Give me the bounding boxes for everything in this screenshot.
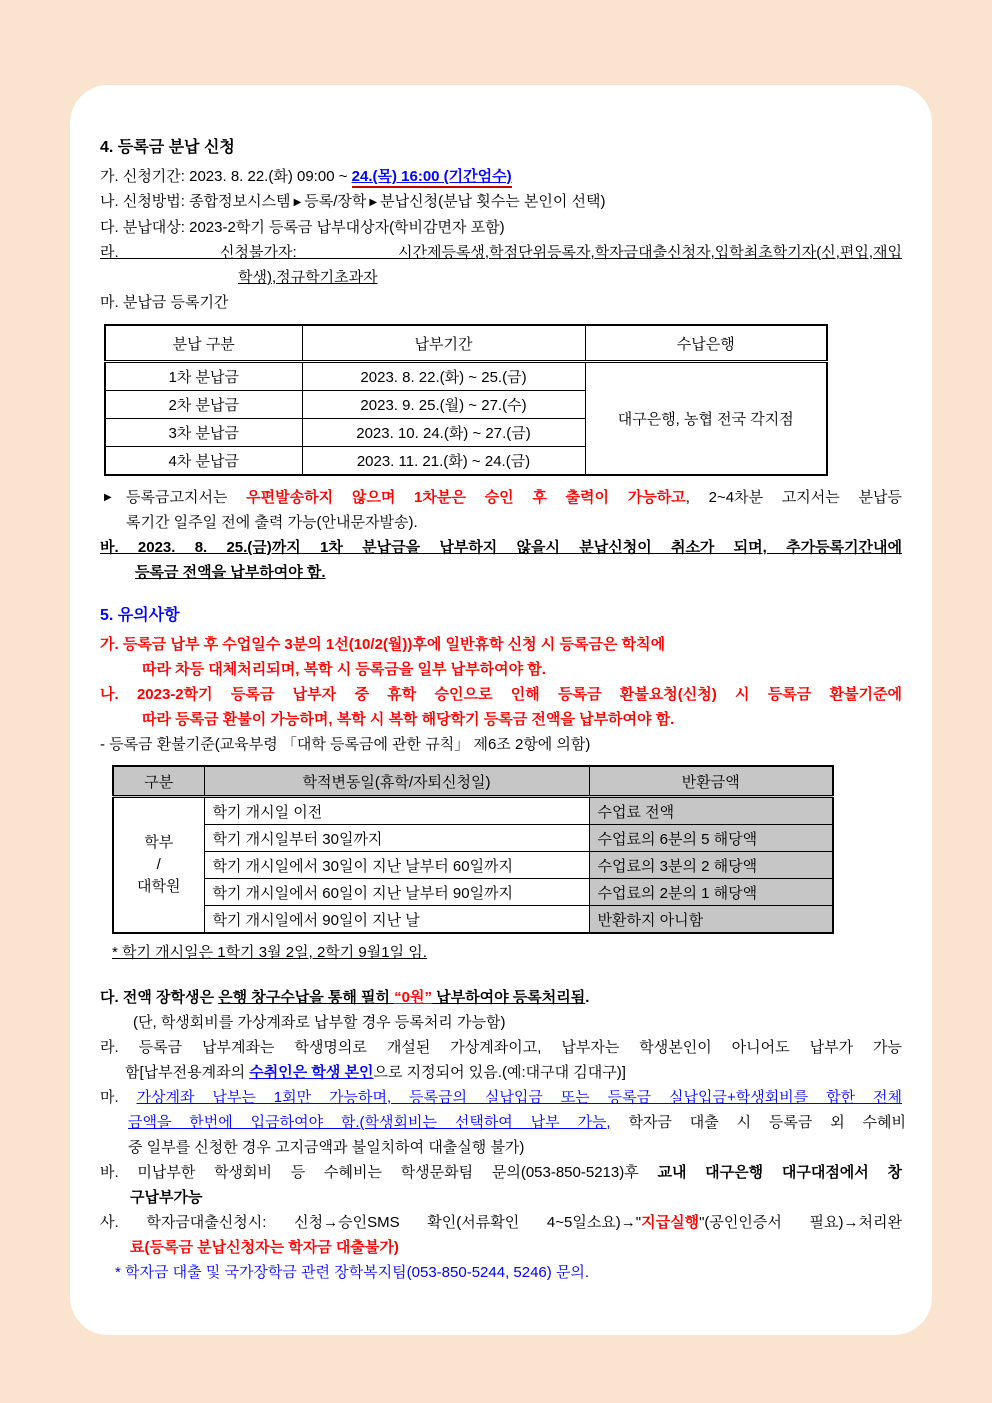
unpaid-text: 바. 미납부한 학생회비 등 수혜비는 학생문화팀 문의(053-850-5213)후 <box>100 1164 658 1181</box>
account-text: 함[납부전용계좌의 <box>125 1064 250 1081</box>
menu-arrow-icon: ▶ <box>369 197 378 208</box>
scholarship-underline-text: 은행 창구수납을 통해 필히 <box>218 989 395 1006</box>
table-header-cell: 수납은행 <box>585 325 827 362</box>
section4-item-target: 다. 분납대상: 2023-2학기 등록금 납부대상자(학비감면자 포함) <box>100 219 505 236</box>
section5-item-unpaid-line2: 구납부가능 <box>130 1189 203 1206</box>
group-label: 학부 <box>144 834 174 851</box>
section5-item-refund-line2: 따라 등록금 환불이 가능하며, 복학 시 복학 해당학기 등록금 전액을 납부하여야 함. <box>142 711 675 728</box>
scholarship-underline-text2: 납부하여야 등록처리됨 <box>432 989 586 1006</box>
refund-standard-table <box>112 765 834 934</box>
loan-execute-highlight: 지급실행 <box>641 1214 700 1231</box>
table-row <box>113 797 833 825</box>
virtual-blue-text: 가상계좌 납부는 1회만 가능하며, 등록금의 실납입금 또는 등록금 실납입금+학생회비를 합한 전체 <box>136 1089 902 1106</box>
section4-item-ineligible-line2: 학생),정규학기초과자 <box>238 269 378 286</box>
section4-item-apply-method <box>96 189 906 215</box>
table-cell: 3차 분납금 <box>105 419 302 447</box>
section5-item-unpaid-line1 <box>96 1160 902 1185</box>
document-page <box>70 85 932 1335</box>
section5-item-leave-line2: 따라 차등 대체처리되며, 복학 시 등록금을 일부 납부하여야 함. <box>142 661 546 678</box>
section4-item-ineligible-line1: 라. 신청불가자: 시간제등록생,학점단위등록자,학자금대출신청자,입학최초학기자(신,편입,재입 <box>100 244 902 261</box>
bullet-triangle-icon: ▶ <box>104 492 112 503</box>
group-cell <box>113 797 204 934</box>
account-tail: 으로 지정되어 있음.(예:대구대 김대구)] <box>373 1064 626 1081</box>
section4-item-registration-period: 마. 분납금 등록기간 <box>100 294 229 311</box>
application-period-text: 가. 신청기간: 2023. 8. 22.(화) 09:00 ~ <box>100 168 352 185</box>
section5-item-scholarship <box>96 985 906 1010</box>
table-cell: 2차 분납금 <box>105 391 302 419</box>
table-cell: 2023. 11. 21.(화) ~ 24.(금) <box>302 447 585 476</box>
virtual-label: 마. <box>100 1089 137 1106</box>
deadline-highlight: 24.(목) 16:00 (기간엄수) <box>352 168 512 188</box>
table-cell: 2023. 9. 25.(월) ~ 27.(수) <box>302 391 585 419</box>
period-text: . <box>585 989 590 1006</box>
zero-won-highlight: “0원” <box>394 989 433 1006</box>
bill-notice-red-text: 우편발송하지 않으며 1차분은 승인 후 출력이 가능하고 <box>246 489 686 506</box>
section5-item-virtual-line1 <box>96 1085 902 1110</box>
section5-item-refund-line1: 나. 2023-2학기 등록금 납부자 중 휴학 승인으로 인해 등록금 환불요청(신청) 시 등록금 환불기준에 <box>100 686 902 703</box>
group-divider: / <box>156 856 161 873</box>
table-cell: 수업료의 2분의 1 해당액 <box>589 879 833 906</box>
table-cell: 수업료 전액 <box>589 797 833 825</box>
section5-item-account-line2 <box>121 1060 906 1085</box>
refund-standard-note: - 등록금 환불기준(교육부령 「대학 등록금에 관한 규칙」 제6조 2항에 의함) <box>100 736 591 753</box>
loan-contact-note: * 학자금 대출 및 국가장학금 관련 장학복지팀(053-850-5244, 5246) 문의. <box>115 1264 590 1281</box>
section5-item-virtual-line3: 중 일부를 신청한 경우 고지금액과 불일치하여 대출실행 불가) <box>128 1139 525 1156</box>
section5-item-loan-line2: 료(등록금 분납신청자는 학자금 대출불가) <box>130 1239 399 1256</box>
table-cell: 학기 개시일에서 90일이 지난 날 <box>204 906 589 934</box>
bill-notice-line2: 록기간 일주일 전에 출력 가능(안내문자발송). <box>126 514 418 531</box>
payee-highlight: 수취인은 학생 본인 <box>249 1064 374 1081</box>
bank-cell: 대구은행, 농협 전국 각지점 <box>585 362 827 476</box>
table-cell: 학기 개시일 이전 <box>204 797 589 825</box>
table-cell: 수업료의 3분의 2 해당액 <box>589 852 833 879</box>
section4-item-application-period <box>96 164 906 189</box>
table-row <box>113 906 833 934</box>
section5-item-virtual-line2 <box>124 1110 906 1135</box>
section4-title: 4. 등록금 분납 신청 <box>100 139 235 156</box>
bill-notice-tail: , 2~4차분 고지서는 분납등 <box>685 489 902 506</box>
menu-path-installment: 분납신청(분납 횟수는 본인이 선택) <box>380 193 606 210</box>
installment-schedule-table <box>104 324 828 476</box>
virtual-blue-text2: 금액을 한번에 입금하여야 함.(학생회비는 선택하여 납부 가능, <box>128 1114 611 1131</box>
table-cell: 학기 개시일에서 30일이 지난 날부터 60일까지 <box>204 852 589 879</box>
table-header-row <box>105 325 827 362</box>
table-header-cell: 구분 <box>113 766 204 797</box>
table-row <box>113 852 833 879</box>
table-header-cell: 분납 구분 <box>105 325 302 362</box>
table-row <box>105 362 827 391</box>
menu-path-register: 등록/장학 <box>304 193 367 210</box>
section5-title: 5. 유의사항 <box>100 607 180 624</box>
section5-item-account-line1: 라. 등록금 납부계좌는 학생명의로 개설된 가상계좌이고, 납부자는 학생본인이 아니어도 납부가 가능 <box>100 1039 902 1056</box>
scholarship-text: 다. 전액 장학생은 <box>100 989 219 1006</box>
table-row <box>113 825 833 852</box>
menu-arrow-icon: ▶ <box>293 197 302 208</box>
table-cell: 학기 개시일부터 30일까지 <box>204 825 589 852</box>
table-cell: 4차 분납금 <box>105 447 302 476</box>
apply-method-text: 나. 신청방법: 종합정보시스템 <box>100 193 291 210</box>
section5-item-leave-line1: 가. 등록금 납부 후 수업일수 3분의 1선(10/2(월))후에 일반휴학 신청 시 등록금은 학칙에 <box>100 636 666 653</box>
table-cell: 1차 분납금 <box>105 362 302 391</box>
table-header-cell: 학적변동일(휴학/자퇴신청일) <box>204 766 589 797</box>
bill-notice-text: 등록금고지서는 <box>126 489 247 506</box>
table-cell: 수업료의 6분의 5 해당액 <box>589 825 833 852</box>
group-label: 대학원 <box>137 878 181 895</box>
section5-item-loan-line1 <box>96 1210 902 1235</box>
table-cell: 2023. 10. 24.(화) ~ 27.(금) <box>302 419 585 447</box>
table-cell: 학기 개시일에서 60일이 지난 날부터 90일까지 <box>204 879 589 906</box>
loan-process-text: 사. 학자금대출신청시: 신청→승인SMS 확인(서류확인 4~5일소요)→" <box>100 1214 642 1231</box>
table-cell: 2023. 8. 22.(화) ~ 25.(금) <box>302 362 585 391</box>
table-row <box>113 879 833 906</box>
table-header-row <box>113 766 833 797</box>
table-header-cell: 반환금액 <box>589 766 833 797</box>
loan-process-tail: "(공인인증서 필요)→처리완 <box>699 1214 902 1231</box>
scholarship-sub-note: (단, 학생회비를 가상계좌로 납부할 경우 등록처리 가능함) <box>133 1014 506 1031</box>
table-header-cell: 납부기간 <box>302 325 585 362</box>
bill-notice-line1 <box>96 485 902 510</box>
virtual-tail: 학자금 대출 시 등록금 외 수혜비 <box>610 1114 906 1131</box>
semester-start-note: * 학기 개시일은 1학기 3월 2일, 2학기 9월1일 임. <box>112 944 427 961</box>
section4-item-cancel-line2: 등록금 전액을 납부하여야 함. <box>135 564 326 581</box>
table-cell: 반환하지 아니함 <box>589 906 833 934</box>
section4-item-cancel-line1: 바. 2023. 8. 25.(금)까지 1차 분납금을 납부하지 않을시 분납신청이 취소가 되며, 추가등록기간내에 <box>100 539 902 556</box>
document-content <box>70 85 932 1285</box>
bank-branch-bold-text: 교내 대구은행 대구대점에서 창 <box>657 1164 903 1181</box>
